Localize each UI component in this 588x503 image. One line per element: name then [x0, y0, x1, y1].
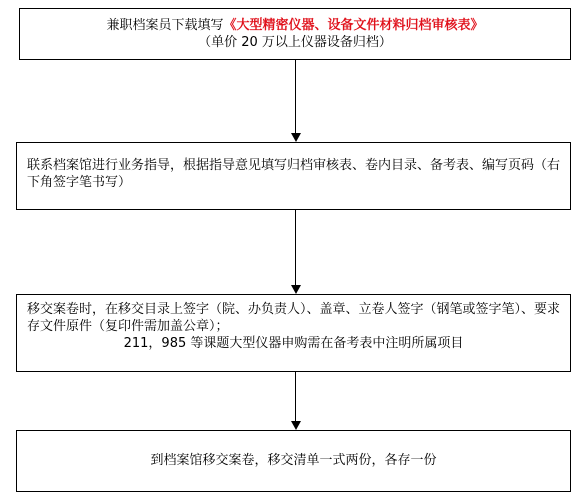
step-2-text: 联系档案馆进行业务指导，根据指导意见填写归档审核表、卷内目录、备考表、编写页码（右下角签字笔书写）: [27, 158, 561, 190]
step-2-box: [16, 142, 571, 210]
arrow-2-3: [291, 210, 301, 294]
step-1-box: [19, 8, 571, 60]
step-3-text: 移交案卷时，在移交目录上签字（院、办负责人）、盖章、立卷人签字（钢笔或签字笔）、要求存文件原件（复印件需加盖公章）；: [27, 302, 561, 334]
step-3-box: [16, 294, 571, 372]
step-1-form-title: 《大型精密仪器、设备文件材料归档审核表》: [223, 18, 484, 33]
arrow-1-2: [291, 60, 301, 142]
step-1-note: （单价 20 万以上仪器设备归档）: [198, 35, 392, 50]
step-4-box: [16, 430, 571, 492]
step-4-text: 到档案馆移交案卷，移交清单一式两份，各存一份: [150, 453, 437, 468]
step-3-note: 211，985 等课题大型仪器申购需在备考表中注明所属项目: [123, 336, 464, 351]
arrow-3-4: [291, 372, 301, 430]
step-1-prefix: 兼职档案员下载填写: [106, 18, 224, 33]
